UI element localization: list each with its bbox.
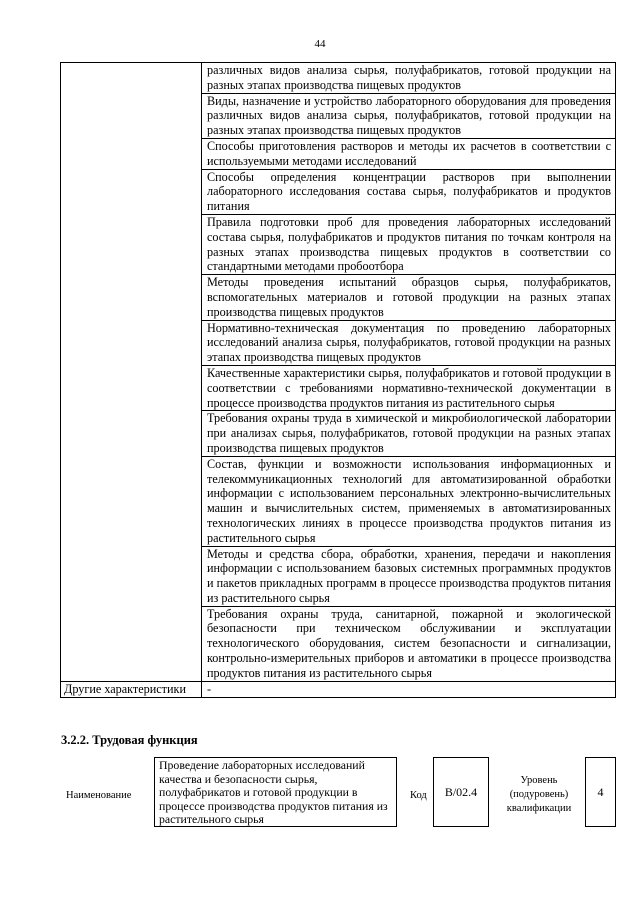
other-characteristics-value: - — [202, 681, 616, 697]
table-row — [61, 546, 616, 606]
page-number: 44 — [314, 38, 326, 50]
table-row — [61, 456, 616, 546]
table-row — [61, 320, 616, 365]
function-name-box: Проведение лабораторных исследований качества и безопасности сырья, полуфабрикатов и готовой продукции в процессе производства продуктов питания из растительного сырья — [154, 757, 397, 827]
table-left-cell — [61, 320, 202, 365]
table-row — [61, 411, 616, 456]
table-left-cell — [61, 275, 202, 320]
table-left-cell — [61, 169, 202, 214]
table-left-cell — [61, 411, 202, 456]
table-row — [61, 93, 616, 138]
other-characteristics-label: Другие характеристики — [61, 681, 202, 697]
table-cell: Требования охраны труда, санитарной, пожарной и экологической безопасности при техническом обслуживании и эксплуатации технологического оборудования, систем безопасности и сигнализации, контрольно-измерительных приборов и автоматики в процессе производства продуктов питания из растительного сырья — [202, 606, 616, 681]
table-cell: Состав, функции и возможности использования информационных и телекоммуникационных технологий для автоматизированной обработки информации с использованием персональных электронно-вычислительных машин и вычислительных систем, применяемых в автоматизированных технологических линиях в процессе производства продуктов питания из растительного сырья — [202, 456, 616, 546]
table-left-cell — [61, 546, 202, 606]
table-row — [61, 365, 616, 410]
table-left-cell — [61, 606, 202, 681]
table-cell: Качественные характеристики сырья, полуфабрикатов и готовой продукции в соответствии с требованиями нормативно-технической документации в процессе производства продуктов питания из растительного сырья — [202, 365, 616, 410]
section-heading: 3.2.2. Трудовая функция — [61, 733, 198, 747]
table-left-cell — [61, 456, 202, 546]
level-value: 4 — [597, 784, 604, 799]
table-left-cell — [61, 214, 202, 274]
table-left-cell — [61, 93, 202, 138]
table-left-cell — [61, 63, 202, 94]
table-cell: Способы определения концентрации растворов при выполнении лабораторного исследования состава сырья, полуфабрикатов и продуктов питания — [202, 169, 616, 214]
name-label: Наименование — [66, 790, 132, 801]
table-cell: Способы приготовления растворов и методы их расчетов в соответствии с используемыми методами исследований — [202, 138, 616, 169]
table-row — [61, 214, 616, 274]
table-cell: Методы проведения испытаний образцов сырья, полуфабрикатов, вспомогательных материалов и готовой продукции на разных этапах производства пищевых продуктов — [202, 275, 616, 320]
table-row — [61, 63, 616, 94]
table-cell: Виды, назначение и устройство лабораторного оборудования для проведения различных видов анализа сырья, полуфабрикатов, готовой продукции на разных этапах производства пищевых продуктов — [202, 93, 616, 138]
code-box — [433, 757, 489, 827]
table-cell: Методы и средства сбора, обработки, хранения, передачи и накопления информации с использованием базовых системных программных продуктов и пакетов прикладных программ в процессе производства продуктов питания из растительного сырья — [202, 546, 616, 606]
table-left-cell — [61, 365, 202, 410]
level-box — [585, 757, 616, 827]
other-characteristics-row — [61, 681, 616, 697]
table-row — [61, 606, 616, 681]
table-cell: различных видов анализа сырья, полуфабрикатов, готовой продукции на разных этапах производства пищевых продуктов — [202, 63, 616, 94]
level-label: Уровень (подуровень) квалификации — [506, 775, 572, 814]
knowledge-table — [60, 62, 616, 698]
table-cell: Нормативно-техническая документация по проведению лабораторных исследований анализа сырья, полуфабрикатов, готовой продукции на разных этапах производства пищевых продуктов — [202, 320, 616, 365]
table-row — [61, 138, 616, 169]
code-label: Код — [410, 790, 427, 801]
table-row — [61, 275, 616, 320]
table-cell: Требования охраны труда в химической и микробиологической лаборатории при анализах сырья, полуфабрикатов, готовой продукции на разных этапах производства пищевых продуктов — [202, 411, 616, 456]
table-left-cell — [61, 138, 202, 169]
table-cell: Правила подготовки проб для проведения лабораторных исследований состава сырья, полуфабрикатов и продуктов питания по точкам контроля на разных этапах производства пищевых продуктов в соответствии со стандартными методами пробоотбора — [202, 214, 616, 274]
table-row — [61, 169, 616, 214]
code-value: В/02.4 — [444, 784, 478, 799]
